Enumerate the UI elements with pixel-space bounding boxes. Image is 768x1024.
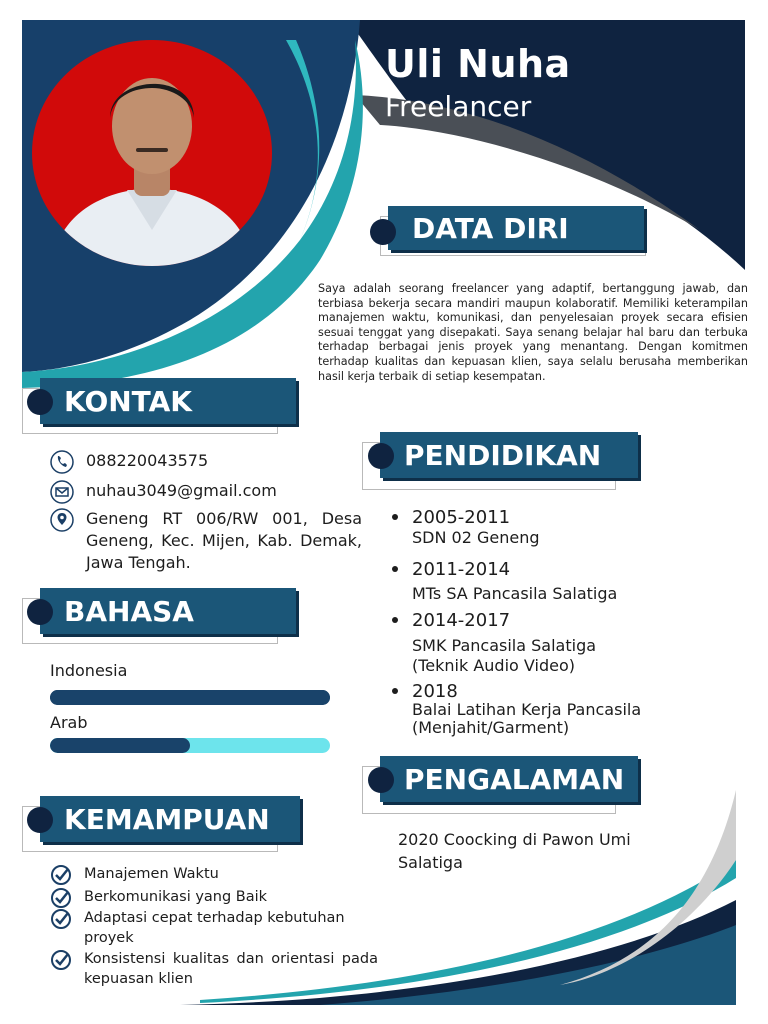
skill-item-1: Manajemen Waktu <box>50 864 378 886</box>
check-icon <box>50 908 72 930</box>
language-level-fill-2 <box>50 738 190 753</box>
section-header-contact: KONTAK <box>22 378 302 428</box>
person-avatar-icon <box>32 40 272 266</box>
contact-phone <box>50 450 208 474</box>
contact-email <box>50 480 277 504</box>
skill-item-2: Berkomunikasi yang Baik <box>50 887 378 909</box>
experience-text: 2020 Coocking di Pawon Umi Salatiga <box>398 830 631 872</box>
language-bar-1 <box>50 690 330 705</box>
section-header-about: DATA DIRI <box>380 206 650 256</box>
email-text[interactable]: nuhau3049@gmail.com <box>86 481 277 500</box>
check-icon <box>50 864 72 886</box>
section-header-skills: KEMAMPUAN <box>22 796 302 846</box>
check-icon <box>50 949 72 971</box>
section-header-experience: PENGALAMAN <box>362 756 642 806</box>
skill-item-3: Adaptasi cepat terhadap kebutuhan proyek <box>50 908 378 948</box>
location-icon <box>50 508 74 532</box>
language-level-fill-1 <box>50 690 330 705</box>
about-text: Saya adalah seorang freelancer yang adaptif, bertanggung jawab, dan terbiasa bekerja secara mandiri maupun kolaboratif. Memiliki keterampilan manajemen waktu, komunikasi, dan penyelesaian proyek secara efisien sesuai tenggat yang disepakati. Saya senang belajar hal baru dan terbuka terhadap berbagai jenis proyek yang menantang. Dengan komitmen terhadap kualitas dan kepuasan klien, saya selalu berusaha memberikan hasil kerja terbaik di setiap kesempatan. <box>318 282 748 383</box>
mail-icon <box>50 480 74 504</box>
profile-name: Uli Nuha <box>385 42 571 86</box>
check-icon <box>50 887 72 909</box>
phone-icon <box>50 450 74 474</box>
language-bar-2 <box>50 738 330 753</box>
language-name-1: Indonesia <box>50 661 128 680</box>
skill-item-4: Konsistensi kualitas dan orientasi pada kepuasan klien <box>50 949 378 989</box>
cv-page: Uli Nuha Freelancer DATA DIRI Saya adalah seorang freelancer yang adaptif, bertanggung jawab, dan terbiasa bekerja secara mandiri maupun kolaboratif. Memiliki keterampilan manajemen waktu, komunikasi, dan penyelesaian proyek secara efisien sesuai tenggat yang disepakati. Saya senang belajar hal baru dan terbuka terhadap berbagai jenis proyek yang menantang. Dengan komitmen terhadap kualitas dan kepuasan klien, saya selalu berusaha memberikan hasil kerja terbaik di setiap kesempatan. KONTAK 088220043575 nuhau3049@gmail.com Geneng RT 006/RW 001, Desa Geneng, Kec. Mijen, Kab. Demak, Jawa Tengah. BAHASA Indonesia Arab KEMAMPUAN Manajemen Waktu Berkomunikasi yang Baik Adaptasi cepat terhadap kebutuhan proyek Konsistensi kualitas dan orientasi pada kepuasan klien PENDIDIKAN 2005-2011 SDN 02 Geneng 2011-2014 MTs SA Pancasila Salatiga 2014-2017 SMK Pancasila Salatiga (Teknik Audio Video) 2018 Balai Latihan Kerja Pancasila (Menjahit/Garment) PENGALAMAN 2020 Coocking di Pawon Umi Salatiga <box>0 0 768 1024</box>
profile-photo <box>32 40 272 266</box>
address-text: Geneng RT 006/RW 001, Desa Geneng, Kec. Mijen, Kab. Demak, Jawa Tengah. <box>86 509 362 572</box>
phone-text[interactable]: 088220043575 <box>86 451 209 470</box>
contact-address <box>50 508 362 574</box>
section-header-education: PENDIDIKAN <box>362 432 642 482</box>
profile-role: Freelancer <box>385 90 532 123</box>
language-name-2: Arab <box>50 713 88 732</box>
section-header-languages: BAHASA <box>22 588 302 638</box>
